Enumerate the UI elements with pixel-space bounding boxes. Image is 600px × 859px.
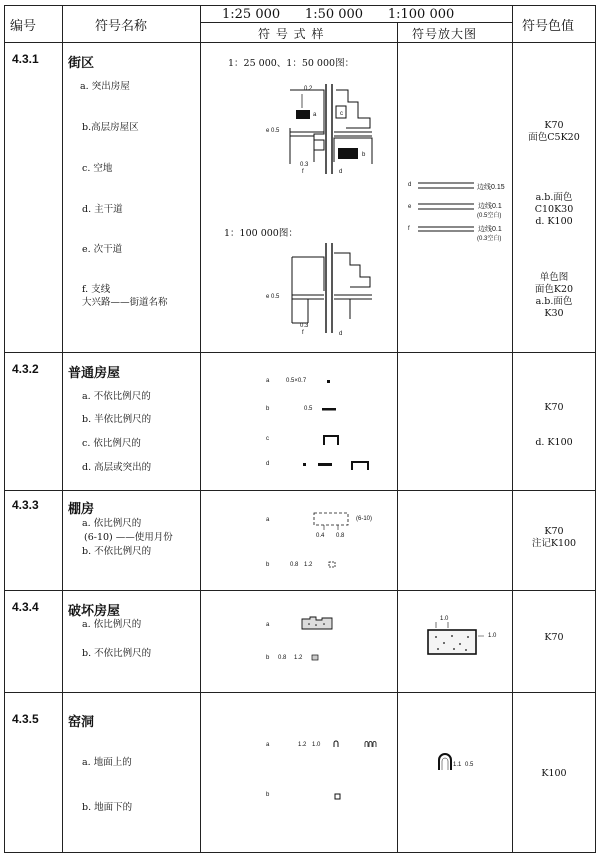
list-item: 大兴路——街道名称	[82, 297, 168, 308]
sym-label: 0.3	[300, 323, 309, 329]
enlarged-dim: 0.5	[465, 762, 474, 768]
sym-label: b	[266, 792, 270, 798]
sym-label: b	[266, 562, 270, 568]
shed-point-icon	[328, 561, 338, 569]
section-title: 窑洞	[68, 715, 95, 730]
block-symbol-small	[280, 243, 390, 333]
house-half-icon	[322, 407, 338, 413]
sym-label: 1.2	[294, 655, 303, 661]
cave-row-icon	[364, 740, 380, 748]
list-item: a. 不依比例尺的	[82, 391, 151, 402]
header-scales: 1:25 000 1:50 000 1:100 000	[222, 7, 455, 22]
section-code: 4.3.2	[12, 362, 39, 376]
color-value: d. K100	[535, 437, 573, 448]
color-value: 单色图 面色K20 a.b.面色 K30	[534, 272, 574, 319]
sym-label: 0.2	[304, 86, 313, 92]
enlarged-key: f	[408, 226, 410, 232]
sym-label: 1.0	[312, 742, 321, 748]
sym-label: a	[266, 378, 270, 384]
road-secondary-icon	[418, 203, 474, 211]
enlarged-text: 边线0.1	[478, 203, 502, 210]
ruined-enlarged-icon	[426, 622, 486, 658]
sym-label: a	[266, 517, 270, 523]
list-item: a. 地面上的	[82, 757, 132, 768]
house-scaled-icon	[322, 434, 342, 446]
list-item: a. 依比例尺的	[82, 518, 142, 529]
sym-label: 1.2	[298, 742, 307, 748]
header-enlarged: 符号放大图	[412, 27, 478, 41]
sym-label: 0.4	[316, 533, 325, 539]
section-code: 4.3.1	[12, 52, 39, 66]
color-value: K70 注记K100	[531, 526, 577, 549]
sym-label: f	[302, 330, 304, 336]
list-item: b. 半依比例尺的	[82, 414, 152, 425]
road-branch-icon	[418, 226, 474, 234]
section-code: 4.3.4	[12, 600, 39, 614]
list-item: c. 依比例尺的	[82, 438, 141, 449]
list-item: (6-10) ——使用月份	[84, 532, 173, 543]
list-item: a. 突出房屋	[80, 81, 130, 92]
section-code: 4.3.3	[12, 498, 39, 512]
sym-label: 1.2	[304, 562, 313, 568]
list-item: b.高层房屋区	[82, 122, 139, 133]
sym-label: a	[266, 742, 270, 748]
road-main-icon	[418, 182, 474, 190]
house-high-icon	[302, 459, 372, 471]
sym-label: 0.8	[278, 655, 287, 661]
sym-label: d	[339, 331, 343, 337]
enlarged-sub: (0.5空白)	[477, 213, 502, 219]
list-item: a. 依比例尺的	[82, 619, 142, 630]
shed-scaled-icon	[312, 511, 352, 531]
house-point-icon	[326, 379, 332, 385]
sym-label: d	[266, 461, 270, 467]
sym-label: (6-10)	[356, 516, 373, 522]
sym-label: 0.8	[290, 562, 299, 568]
sym-label: d	[339, 169, 343, 175]
sym-label: 0.5×0.7	[286, 378, 307, 384]
cave-below-icon	[334, 793, 344, 801]
color-value: K70 面色C5K20	[528, 120, 580, 143]
scale-note: 1：25 000、1：50 000图：	[228, 58, 355, 69]
sym-label: a	[266, 622, 270, 628]
section-title: 破坏房屋	[68, 604, 121, 619]
header-code: 编号	[10, 19, 37, 34]
header-style: 符 号 式 样	[258, 27, 325, 41]
list-item: f. 支线	[82, 284, 111, 295]
scale-note: 1：100 000图：	[224, 228, 298, 239]
section-title: 街区	[68, 56, 95, 71]
list-item: b. 不依比例尺的	[82, 546, 152, 557]
color-value: K70	[544, 402, 564, 413]
enlarged-key: d	[408, 182, 412, 188]
sym-label: b	[266, 406, 270, 412]
section-title: 普通房屋	[68, 366, 121, 381]
list-item: c. 空地	[82, 163, 113, 174]
sym-label: e 0.5	[266, 128, 280, 134]
color-value: a.b.面色 C10K30 d. K100	[534, 192, 574, 227]
sym-label: b	[266, 655, 270, 661]
section-title: 棚房	[68, 502, 95, 517]
enlarged-dim: 1.1	[453, 762, 462, 768]
sym-label: b	[362, 152, 366, 158]
enlarged-text: 边线0.15	[477, 184, 505, 191]
list-item: d. 高层或突出的	[82, 462, 152, 473]
enlarged-sub: (0.3空白)	[477, 236, 502, 242]
enlarged-key: e	[408, 204, 412, 210]
header-name: 符号名称	[95, 19, 148, 34]
list-item: d. 主干道	[82, 204, 123, 215]
list-item: e. 次干道	[82, 244, 123, 255]
sym-label: 0.8	[336, 533, 345, 539]
ruined-point-icon	[311, 654, 321, 662]
sym-label: f	[302, 169, 304, 175]
enlarged-dim: 1.0	[488, 633, 497, 639]
list-item: b. 不依比例尺的	[82, 648, 152, 659]
enlarged-dim: 1.0	[440, 616, 449, 622]
header-color: 符号色值	[522, 19, 575, 34]
ruined-house-icon	[300, 615, 336, 631]
block-symbol-large	[280, 84, 390, 174]
cave-above-icon	[332, 740, 342, 748]
sym-label: 0.3	[300, 162, 309, 168]
color-value: K70	[544, 632, 564, 643]
enlarged-text: 边线0.1	[478, 226, 502, 233]
sym-label: e 0.5	[266, 294, 280, 300]
sym-label: 0.5	[304, 406, 313, 412]
sym-label: a	[313, 112, 317, 118]
list-item: b. 地面下的	[82, 802, 133, 813]
color-value: K100	[541, 768, 567, 779]
sym-label: c	[266, 436, 269, 442]
sym-label: c	[340, 111, 343, 117]
section-code: 4.3.5	[12, 712, 39, 726]
